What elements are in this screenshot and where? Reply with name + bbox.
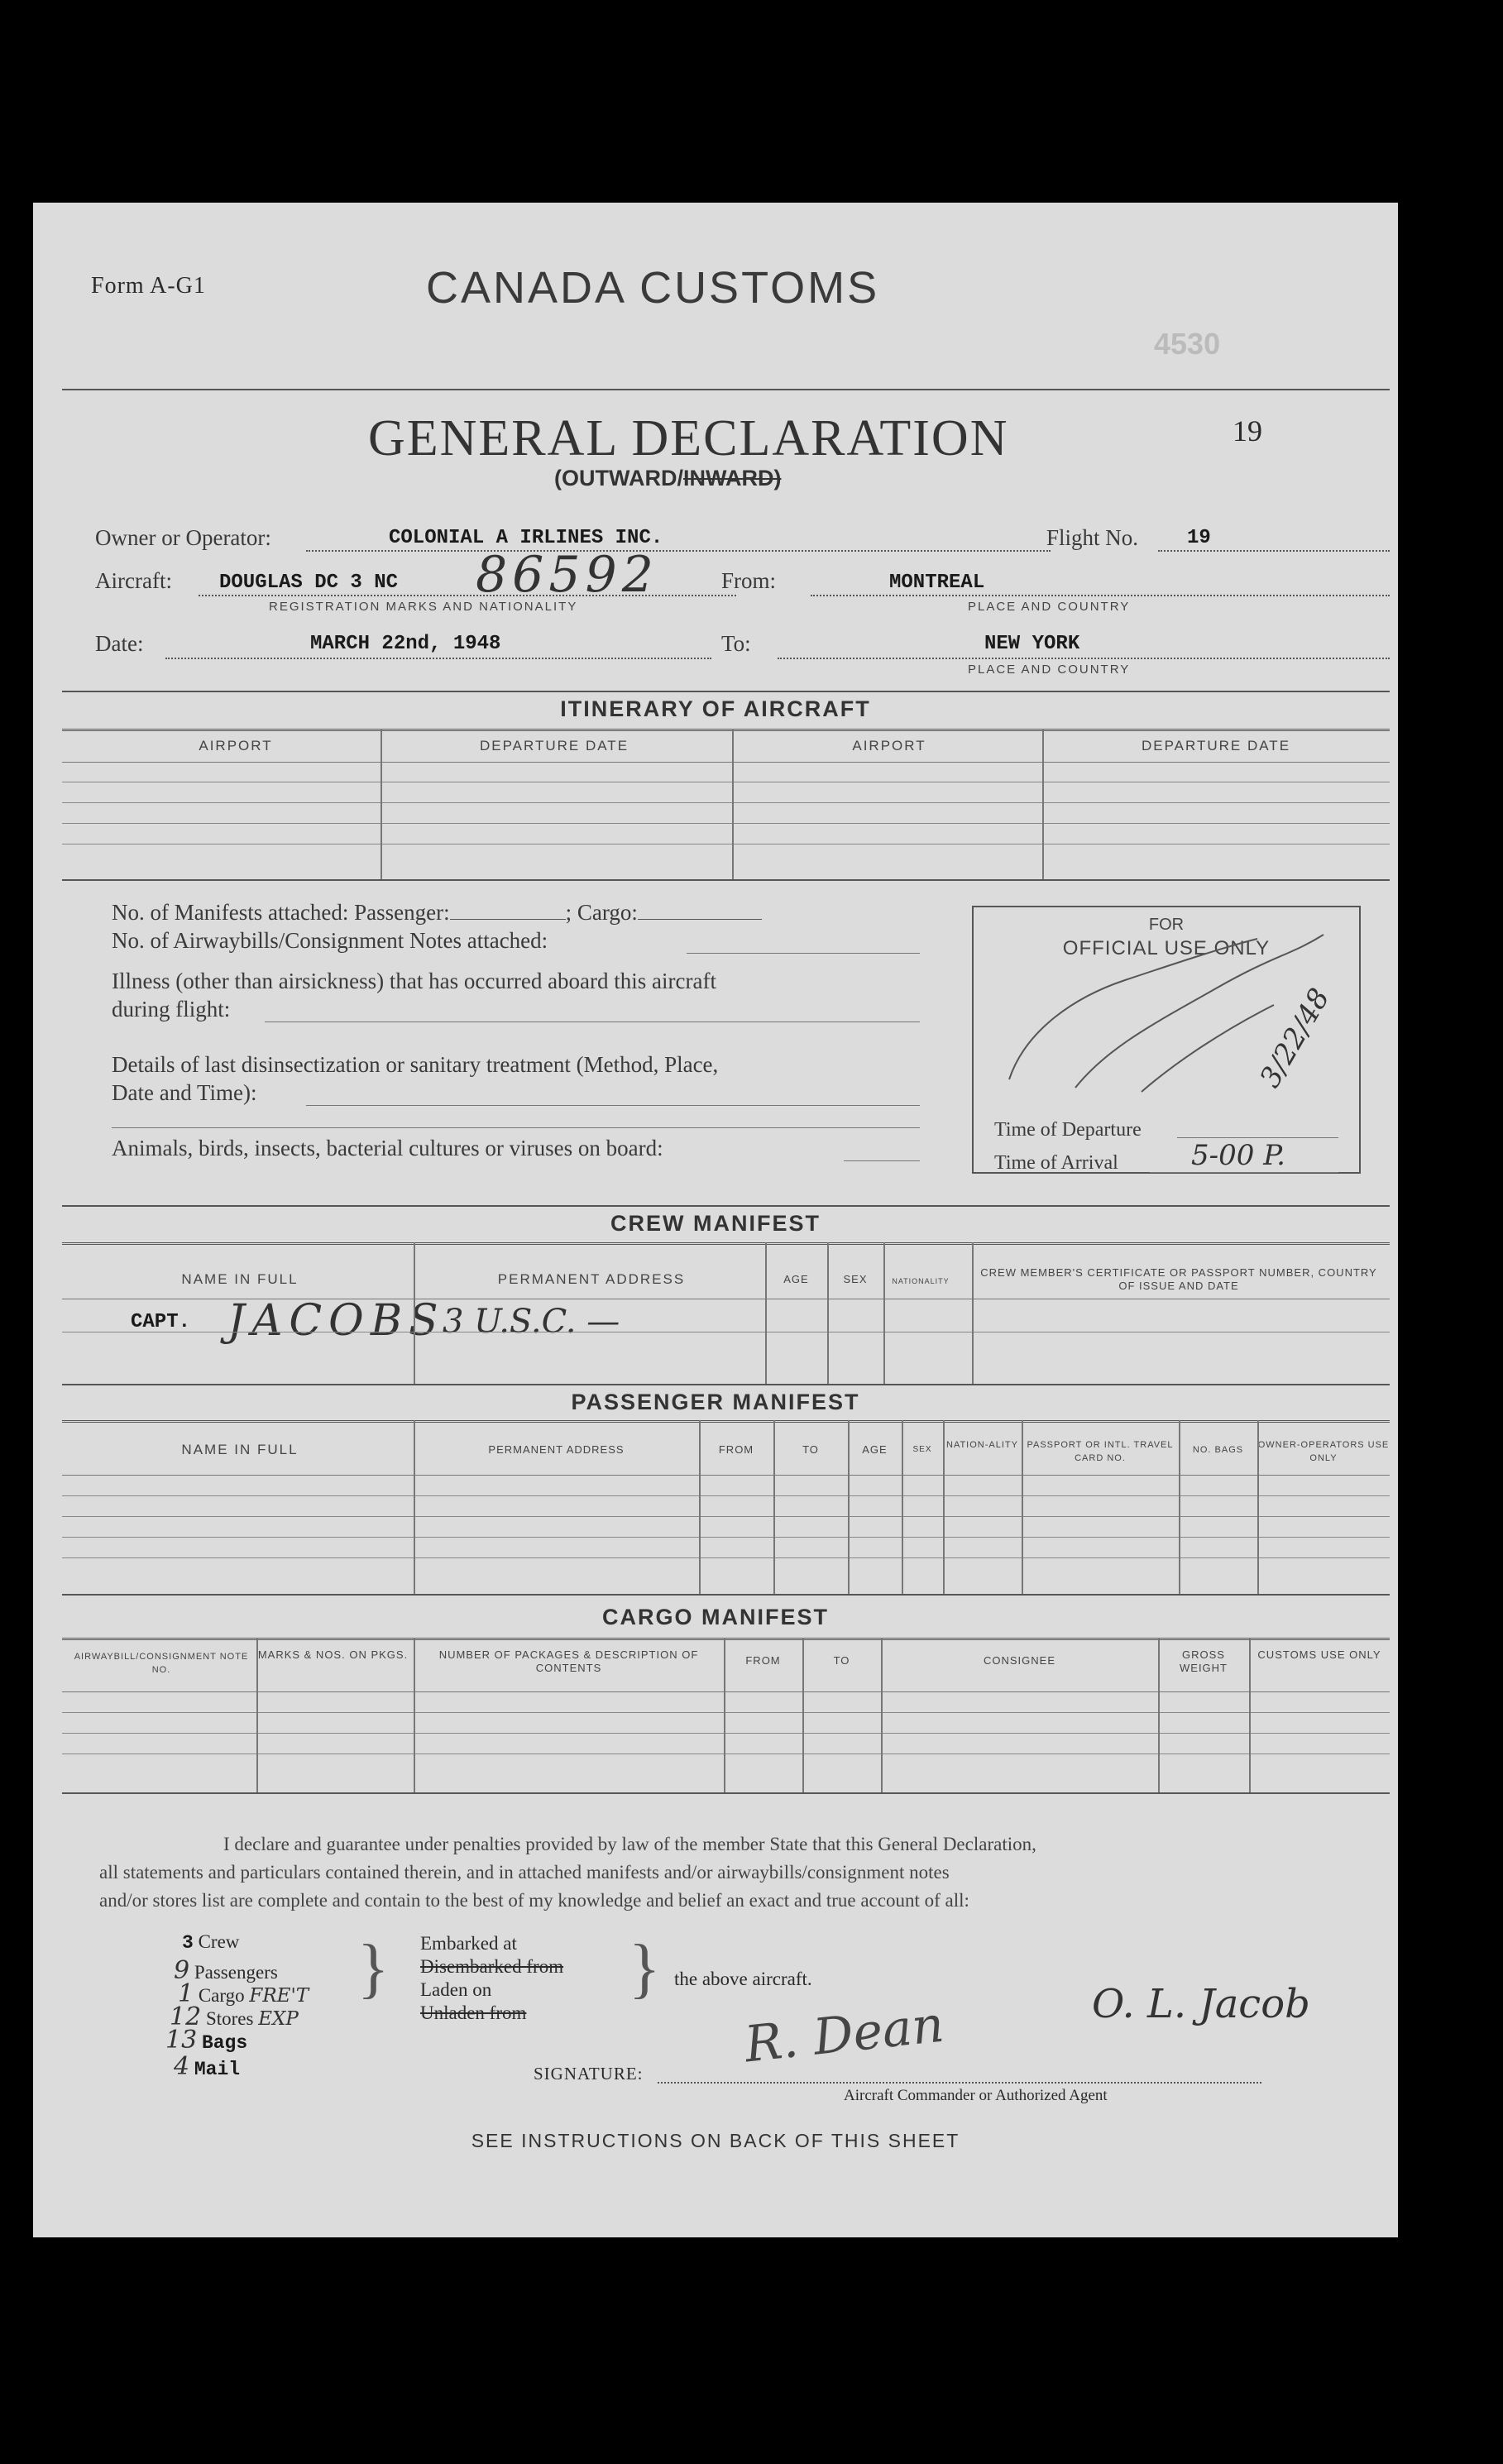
crew-name-typed: CAPT. [131,1311,191,1333]
crew-col-age: AGE [783,1273,809,1285]
manifests-question [112,900,762,926]
from-value: MONTREAL [889,572,985,594]
itinerary-title: ITINERARY OF AIRCRAFT [560,696,871,721]
aircraft-label: Aircraft: [95,568,172,593]
aircraft-value: DOUGLAS DC 3 NC [219,572,399,594]
passenger-col-sex: SEX [912,1445,932,1454]
signature-caption: Aircraft Commander or Authorized Agent [844,2087,1108,2104]
signature-label: SIGNATURE: [534,2064,644,2084]
passenger-col-from: FROM [718,1443,754,1456]
date-label: Date: [95,631,144,656]
cargo-col-from: FROM [745,1654,781,1667]
cargo-col-airwaybill: AIRWAYBILL/CONSIGNMENT NOTE NO. [74,1652,249,1675]
status-brace: } [629,1932,661,2005]
above-aircraft-text: the above aircraft. [674,1969,812,1989]
passenger-col-nationality: NATION-ALITY [946,1440,1018,1450]
count-mail-label: Mail [194,2059,241,2080]
agency-title: CANADA CUSTOMS [426,263,880,313]
passenger-col-owner: OWNER-OPERATORS USE ONLY [1257,1440,1390,1463]
disinsect-question-1: Details of last disinsectization or sanitary treatment (Method, Place, [112,1052,719,1077]
from-label: From: [721,568,777,593]
declaration-line-1: I declare and guarantee under penalties provided by law of the member State that this General Declaration, [223,1834,1036,1854]
counts-brace: } [357,1932,390,2005]
to-label: To: [721,631,751,656]
stamp-number: 4530 [1154,327,1221,361]
passenger-col-age: AGE [862,1443,888,1456]
cargo-col-to: TO [833,1654,850,1667]
year-prefix: 19 [1233,414,1262,447]
crew-col-certificate: CREW MEMBER'S CERTIFICATE OR PASSPORT NUMBER, COUNTRY OF ISSUE AND DATE [980,1266,1377,1292]
direction-sep: / [677,466,683,490]
itinerary-col-departure-1: DEPARTURE DATE [479,738,629,754]
count-bags-num: 13 [165,2026,198,2055]
flight-value: 19 [1187,527,1211,549]
count-bags [165,2026,247,2055]
passenger-col-to: TO [802,1443,819,1456]
aircraft-registration: 86592 [476,546,658,604]
crew-manifest-title: CREW MANIFEST [610,1211,821,1236]
count-bags-label: Bags [201,2032,248,2054]
date-value: MARCH 22nd, 1948 [310,633,501,655]
count-cargo-note: FRE'T [249,1985,309,2007]
signature-scrawl-1: R. Dean [742,1995,947,2074]
direction-line [554,466,781,491]
itinerary-col-airport-1: AIRPORT [199,738,273,754]
passenger-col-address: PERMANENT ADDRESS [488,1443,625,1456]
crew-col-address: PERMANENT ADDRESS [497,1271,686,1287]
departure-time-label: Time of Departure [994,1119,1142,1141]
owner-value: COLONIAL A IRLINES INC. [389,527,663,549]
status-laden: Laden on [420,1979,492,2000]
crew-address-handwritten: 3 U.S.C. — [443,1303,620,1341]
itinerary-col-airport-2: AIRPORT [852,738,926,754]
form-id: Form A-G1 [91,273,206,299]
status-disembarked: Disembarked from [420,1956,564,1977]
direction-inward: INWARD) [683,466,782,490]
disinsect-question-2: Date and Time): [112,1080,257,1105]
footer-instructions: SEE INSTRUCTIONS ON BACK OF THIS SHEET [471,2130,960,2151]
official-use-title: OFFICIAL USE ONLY [1062,937,1271,959]
official-for-label: FOR [1148,916,1185,934]
cargo-col-consignee: CONSIGNEE [983,1654,1055,1667]
count-stores-num: 12 [170,2002,202,2031]
cargo-col-weight: GROSS WEIGHT [1180,1648,1228,1674]
to-caption: PLACE AND COUNTRY [968,663,1131,677]
crew-col-nationality: NATIONALITY [892,1277,950,1285]
animals-question: Animals, birds, insects, bacterial cultures or viruses on board: [112,1136,663,1160]
arrival-time-value: 5-00 P. [1191,1139,1285,1172]
itinerary-col-departure-2: DEPARTURE DATE [1141,738,1291,754]
illness-question-1: Illness (other than airsickness) that has occurred aboard this aircraft [112,969,716,993]
declaration-line-2: all statements and particulars contained therein, and in attached manifests and/or airwaybills/consignment notes [99,1862,950,1883]
arrival-time-label: Time of Arrival [994,1152,1118,1174]
illness-question-2: during flight: [112,997,231,1021]
passenger-col-bags: NO. BAGS [1192,1445,1244,1455]
manifests-cargo-label: ; Cargo: [565,900,638,925]
count-crew [182,1931,239,1954]
crew-col-name: NAME IN FULL [181,1271,299,1287]
passenger-col-passport: PASSPORT OR INTL. TRAVEL CARD NO. [1027,1440,1174,1463]
owner-label: Owner or Operator: [95,525,271,550]
aircraft-caption: REGISTRATION MARKS AND NATIONALITY [269,600,578,614]
cargo-col-packages: NUMBER OF PACKAGES & DESCRIPTION OF CONTENTS [438,1648,699,1674]
count-crew-label: Crew [198,1931,240,1952]
cargo-manifest-title: CARGO MANIFEST [602,1605,829,1629]
crew-name-handwritten: JACOBS [227,1296,445,1346]
cargo-col-customs: CUSTOMS USE ONLY [1257,1648,1381,1661]
count-mail-num: 4 [174,2052,190,2081]
count-stores-label: Stores [205,2008,254,2029]
status-unladen: Unladen from [420,2002,527,2023]
manifests-label: No. of Manifests attached: Passenger: [112,900,450,925]
signature-scrawl-2: O. L. Jacob [1092,1981,1310,2027]
passenger-manifest-title: PASSENGER MANIFEST [571,1390,860,1414]
count-stores-note: EXP [258,2008,299,2030]
count-passengers-label: Passengers [194,1962,278,1983]
status-embarked: Embarked at [420,1933,517,1954]
official-handwriting [976,931,1357,1096]
airwaybills-question: No. of Airwaybills/Consignment Notes attached: [112,928,548,953]
flight-label: Flight No. [1046,525,1139,550]
count-passengers-num: 9 [174,1956,190,1985]
cargo-col-marks: MARKS & NOS. ON PKGS. [257,1648,409,1661]
direction-outward: (OUTWARD [554,466,677,490]
crew-col-sex: SEX [843,1273,868,1285]
official-handwritten-date: 3/22/48 [1253,983,1337,1093]
count-mail [174,2052,240,2081]
form-paper [33,203,1398,2237]
declaration-title: GENERAL DECLARATION [368,410,1009,466]
count-cargo-label: Cargo [198,1985,245,2006]
from-caption: PLACE AND COUNTRY [968,600,1131,614]
passenger-col-name: NAME IN FULL [181,1442,299,1457]
to-value: NEW YORK [984,633,1080,655]
count-crew-num: 3 [182,1932,194,1954]
declaration-line-3: and/or stores list are complete and contain to the best of my knowledge and belief an exact and true account of all: [99,1890,969,1911]
count-cargo-num: 1 [178,1979,194,2008]
